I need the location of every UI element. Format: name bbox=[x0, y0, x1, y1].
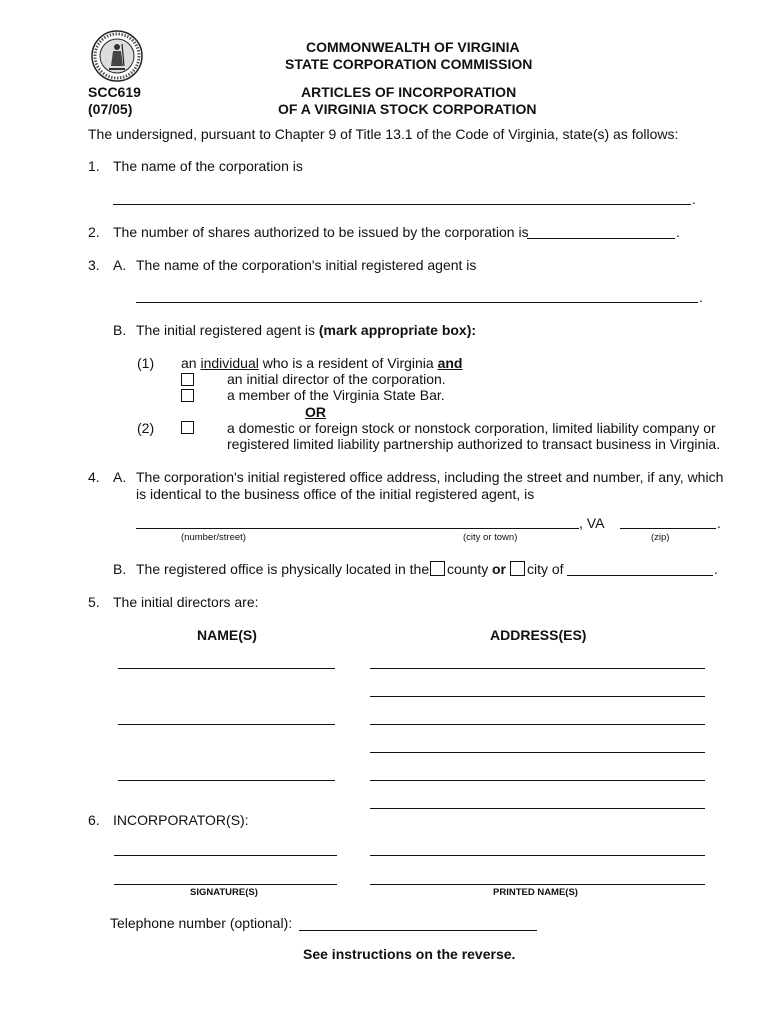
option1-post: who is a resident of Virginia bbox=[262, 355, 434, 371]
incorporator-printed-name-field-1[interactable] bbox=[370, 855, 705, 856]
director-address-field-1b[interactable] bbox=[370, 696, 705, 697]
form-number: SCC619 bbox=[88, 84, 141, 100]
city-of-label: city of bbox=[527, 561, 564, 577]
form-date: (07/05) bbox=[88, 101, 133, 117]
item3b-text bbox=[136, 322, 476, 338]
caption-number-street: (number/street) bbox=[181, 532, 246, 543]
item3b-label: B. bbox=[113, 322, 127, 338]
caption-printed-names: PRINTED NAME(S) bbox=[493, 887, 578, 898]
option2-line2: registered limited liability partnership authorized to transact business in Virginia. bbox=[227, 436, 721, 452]
director-address-field-2a[interactable] bbox=[370, 724, 705, 725]
item3b-main: The initial registered agent is bbox=[136, 322, 315, 338]
initial-director-checkbox[interactable] bbox=[181, 373, 194, 386]
zip-field[interactable] bbox=[620, 528, 716, 529]
director-address-field-2b[interactable] bbox=[370, 752, 705, 753]
item6-number: 6. bbox=[88, 812, 100, 828]
footer-instructions: See instructions on the reverse. bbox=[303, 946, 516, 962]
item4b-period: . bbox=[714, 561, 718, 577]
addresses-column-header: ADDRESS(ES) bbox=[490, 627, 587, 643]
entity-agent-checkbox[interactable] bbox=[181, 421, 194, 434]
office-address-field[interactable] bbox=[136, 528, 579, 529]
item4a-period: . bbox=[717, 515, 721, 531]
telephone-field[interactable] bbox=[299, 930, 537, 931]
shares-field[interactable] bbox=[527, 238, 675, 239]
telephone-label: Telephone number (optional): bbox=[110, 915, 293, 931]
option1-pre: an bbox=[181, 355, 197, 371]
option1-number: (1) bbox=[137, 355, 155, 371]
city-checkbox[interactable] bbox=[510, 561, 525, 576]
item1-period: . bbox=[692, 191, 696, 207]
item5-text: The initial directors are: bbox=[113, 594, 259, 610]
item4a-label: A. bbox=[113, 469, 127, 485]
county-checkbox[interactable] bbox=[430, 561, 445, 576]
va-label: , VA bbox=[579, 515, 605, 531]
director-name-field-2[interactable] bbox=[118, 724, 335, 725]
registered-agent-name-field[interactable] bbox=[136, 302, 698, 303]
item3b-instruction: (mark appropriate box): bbox=[318, 322, 477, 338]
county-or-label: or bbox=[492, 561, 506, 577]
or-separator: OR bbox=[305, 404, 326, 420]
item2-number: 2. bbox=[88, 224, 100, 240]
director-name-field-1[interactable] bbox=[118, 668, 335, 669]
item3a-label: A. bbox=[113, 257, 127, 273]
item3a-text: The name of the corporation's initial registered agent is bbox=[136, 257, 477, 273]
caption-city-town: (city or town) bbox=[463, 532, 518, 543]
county-label: county bbox=[447, 561, 489, 577]
incorporator-signature-field-2[interactable] bbox=[114, 884, 337, 885]
option1-text bbox=[181, 355, 462, 371]
item3a-period: . bbox=[699, 289, 703, 305]
virginia-seal-icon bbox=[91, 30, 143, 82]
corporation-name-field[interactable] bbox=[113, 204, 691, 205]
item4a-line2: is identical to the business office of the initial registered agent, is bbox=[136, 486, 535, 502]
state-bar-member-checkbox[interactable] bbox=[181, 389, 194, 402]
item4b-label: B. bbox=[113, 561, 127, 577]
item2-period: . bbox=[676, 224, 680, 240]
item6-text: INCORPORATOR(S): bbox=[113, 812, 249, 828]
header-commission: STATE CORPORATION COMMISSION bbox=[285, 56, 533, 72]
form-title-1: ARTICLES OF INCORPORATION bbox=[301, 84, 517, 100]
item3-number: 3. bbox=[88, 257, 100, 273]
option1-individual: individual bbox=[200, 355, 259, 371]
header-commonwealth: COMMONWEALTH OF VIRGINIA bbox=[306, 39, 520, 55]
item4b-text: The registered office is physically located in the bbox=[136, 561, 430, 577]
option2-line1: a domestic or foreign stock or nonstock corporation, limited liability company or bbox=[227, 420, 716, 436]
director-address-field-3a[interactable] bbox=[370, 780, 705, 781]
caption-signatures: SIGNATURE(S) bbox=[190, 887, 258, 898]
form-title-2: OF A VIRGINIA STOCK CORPORATION bbox=[278, 101, 537, 117]
caption-zip: (zip) bbox=[651, 532, 670, 543]
director-address-field-1a[interactable] bbox=[370, 668, 705, 669]
item4a-line1: The corporation's initial registered office address, including the street and number, if any, which bbox=[136, 469, 724, 485]
item2-text: The number of shares authorized to be issued by the corporation is bbox=[113, 224, 529, 240]
incorporator-signature-field-1[interactable] bbox=[114, 855, 337, 856]
intro-text: The undersigned, pursuant to Chapter 9 of Title 13.1 of the Code of Virginia, state(s) as follows: bbox=[88, 126, 679, 142]
director-name-field-3[interactable] bbox=[118, 780, 335, 781]
item1-text: The name of the corporation is bbox=[113, 158, 303, 174]
item5-number: 5. bbox=[88, 594, 100, 610]
item1-number: 1. bbox=[88, 158, 100, 174]
option1a-text: an initial director of the corporation. bbox=[227, 371, 446, 387]
county-city-name-field[interactable] bbox=[567, 575, 713, 576]
option1-and: and bbox=[437, 355, 463, 371]
director-address-field-3b[interactable] bbox=[370, 808, 705, 809]
names-column-header: NAME(S) bbox=[197, 627, 257, 643]
incorporator-printed-name-field-2[interactable] bbox=[370, 884, 705, 885]
option2-number: (2) bbox=[137, 420, 155, 436]
item4-number: 4. bbox=[88, 469, 100, 485]
option1b-text: a member of the Virginia State Bar. bbox=[227, 387, 445, 403]
